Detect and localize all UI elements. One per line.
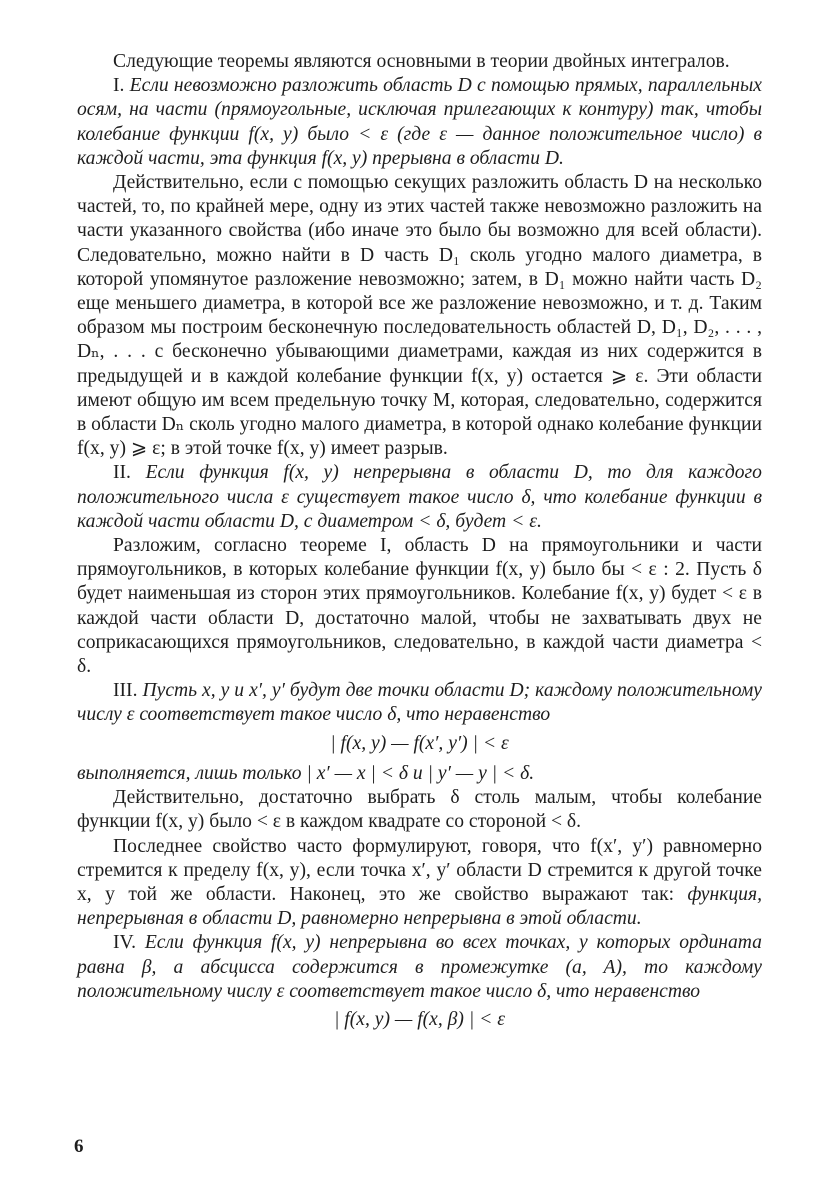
theorem-1-label: I. <box>113 75 125 97</box>
theorem-4-formula: | f(x, y) — f(x, β) | < ε <box>334 1008 505 1030</box>
theorem-1-text: Если невозможно разложить область D с помощью прямых, параллельных осям, на части (прямоугольные, исключая прилегающих к контуру) так, чтобы колебание функции f(x, y) было < ε (где ε — данное положительное число) в каждой части, эта функция f(x, y) прерывна в области D. <box>77 75 762 169</box>
page-number: 6 <box>74 1136 84 1157</box>
theorem-3-proof: Действительно, достаточно выбрать δ столь малым, чтобы колебание функции f(x, y) было < ε в каждом квадрате со стороной < δ. <box>77 787 762 833</box>
intro-paragraph: Следующие теоремы являются основными в теории двойных интегралов. <box>113 51 730 72</box>
theorem-4-statement <box>77 931 762 1004</box>
theorem-3-label: III. <box>113 680 138 702</box>
theorem-3-remark <box>77 835 762 932</box>
theorem-3-condition: выполняется, лишь только | x′ — x | < δ и | y′ — y | < δ. <box>77 762 535 784</box>
theorem-1-statement <box>77 74 762 171</box>
theorem-2-proof: Разложим, согласно теореме I, область D на прямоугольники и части прямоугольников, в которых колебание функции f(x, y) было бы < ε : 2. Пусть δ будет наименьшая из сторон этих прямоугольников. Колебание f(x, y) будет < ε в каждой части области D, достаточно малой, чтобы не захватывать двух не соприкасающихся прямоугольников, следовательно, в каждой части диаметра < δ. <box>77 535 762 678</box>
theorem-3-statement <box>77 679 762 727</box>
theorem-4-text: Если функция f(x, y) непрерывна во всех точках, у которых ордината равна β, а абсцисса содержится в промежутке (a, A), то каждому положительному числу ε соответствует такое число δ, что неравенство <box>77 932 762 1002</box>
theorem-2-text: Если функция f(x, y) непрерывна в области D, то для каждого положительного числа ε существует такое число δ, что колебание функции в каждой части области D, с диаметром < δ, будет < ε. <box>77 462 762 532</box>
theorem-2-label: II. <box>113 462 131 484</box>
theorem-2-statement <box>77 461 762 534</box>
page-body <box>77 50 762 1038</box>
theorem-1-proof: Действительно, если с помощью секущих разложить область D на несколько частей, то, по крайней мере, одну из этих частей также невозможно разложить на части указанного свойства (ибо иначе это было бы возможно для всей области). Следовательно, можно найти в D часть D₁ сколь угодно малого диаметра, в которой упомянутое разложение невозможно; затем, в D₁ можно найти часть D₂ еще меньшего диаметра, в которой все же разложение невозможно, и т. д. Таким образом мы построим бесконечную последовательность областей D, D₁, D₂, . . . , Dₙ, . . . с бесконечно убывающими диаметрами, каждая из них содержится в предыдущей и в каждой колебание функции f(x, y) остается ⩾ ε. Эти области имеют общую им всем предельную точку M, которая, следовательно, содержится в области Dₙ сколь угодно малого диаметра, в которой однако колебание функции f(x, y) ⩾ ε; в этой точке f(x, y) имеет разрыв. <box>77 172 762 460</box>
theorem-4-label: IV. <box>113 932 137 954</box>
theorem-3-formula: | f(x, y) — f(x′, y′) | < ε <box>330 732 509 754</box>
theorem-3-remark-italic: функция, непрерывная в области D, равномерно непрерывна в этой области. <box>77 883 762 930</box>
theorem-3-text: Пусть x, y и x′, y′ будут две точки области D; каждому положительному числу ε соответствует такое число δ, что неравенство <box>77 680 762 726</box>
theorem-3-remark-start: Последнее свойство часто формулируют, говоря, что f(x′, y′) равномерно стремится к пределу f(x, y), если точка x′, y′ области D стремится к другой точке x, y той же области. Наконец, это же свойство выражают так: <box>77 835 762 905</box>
